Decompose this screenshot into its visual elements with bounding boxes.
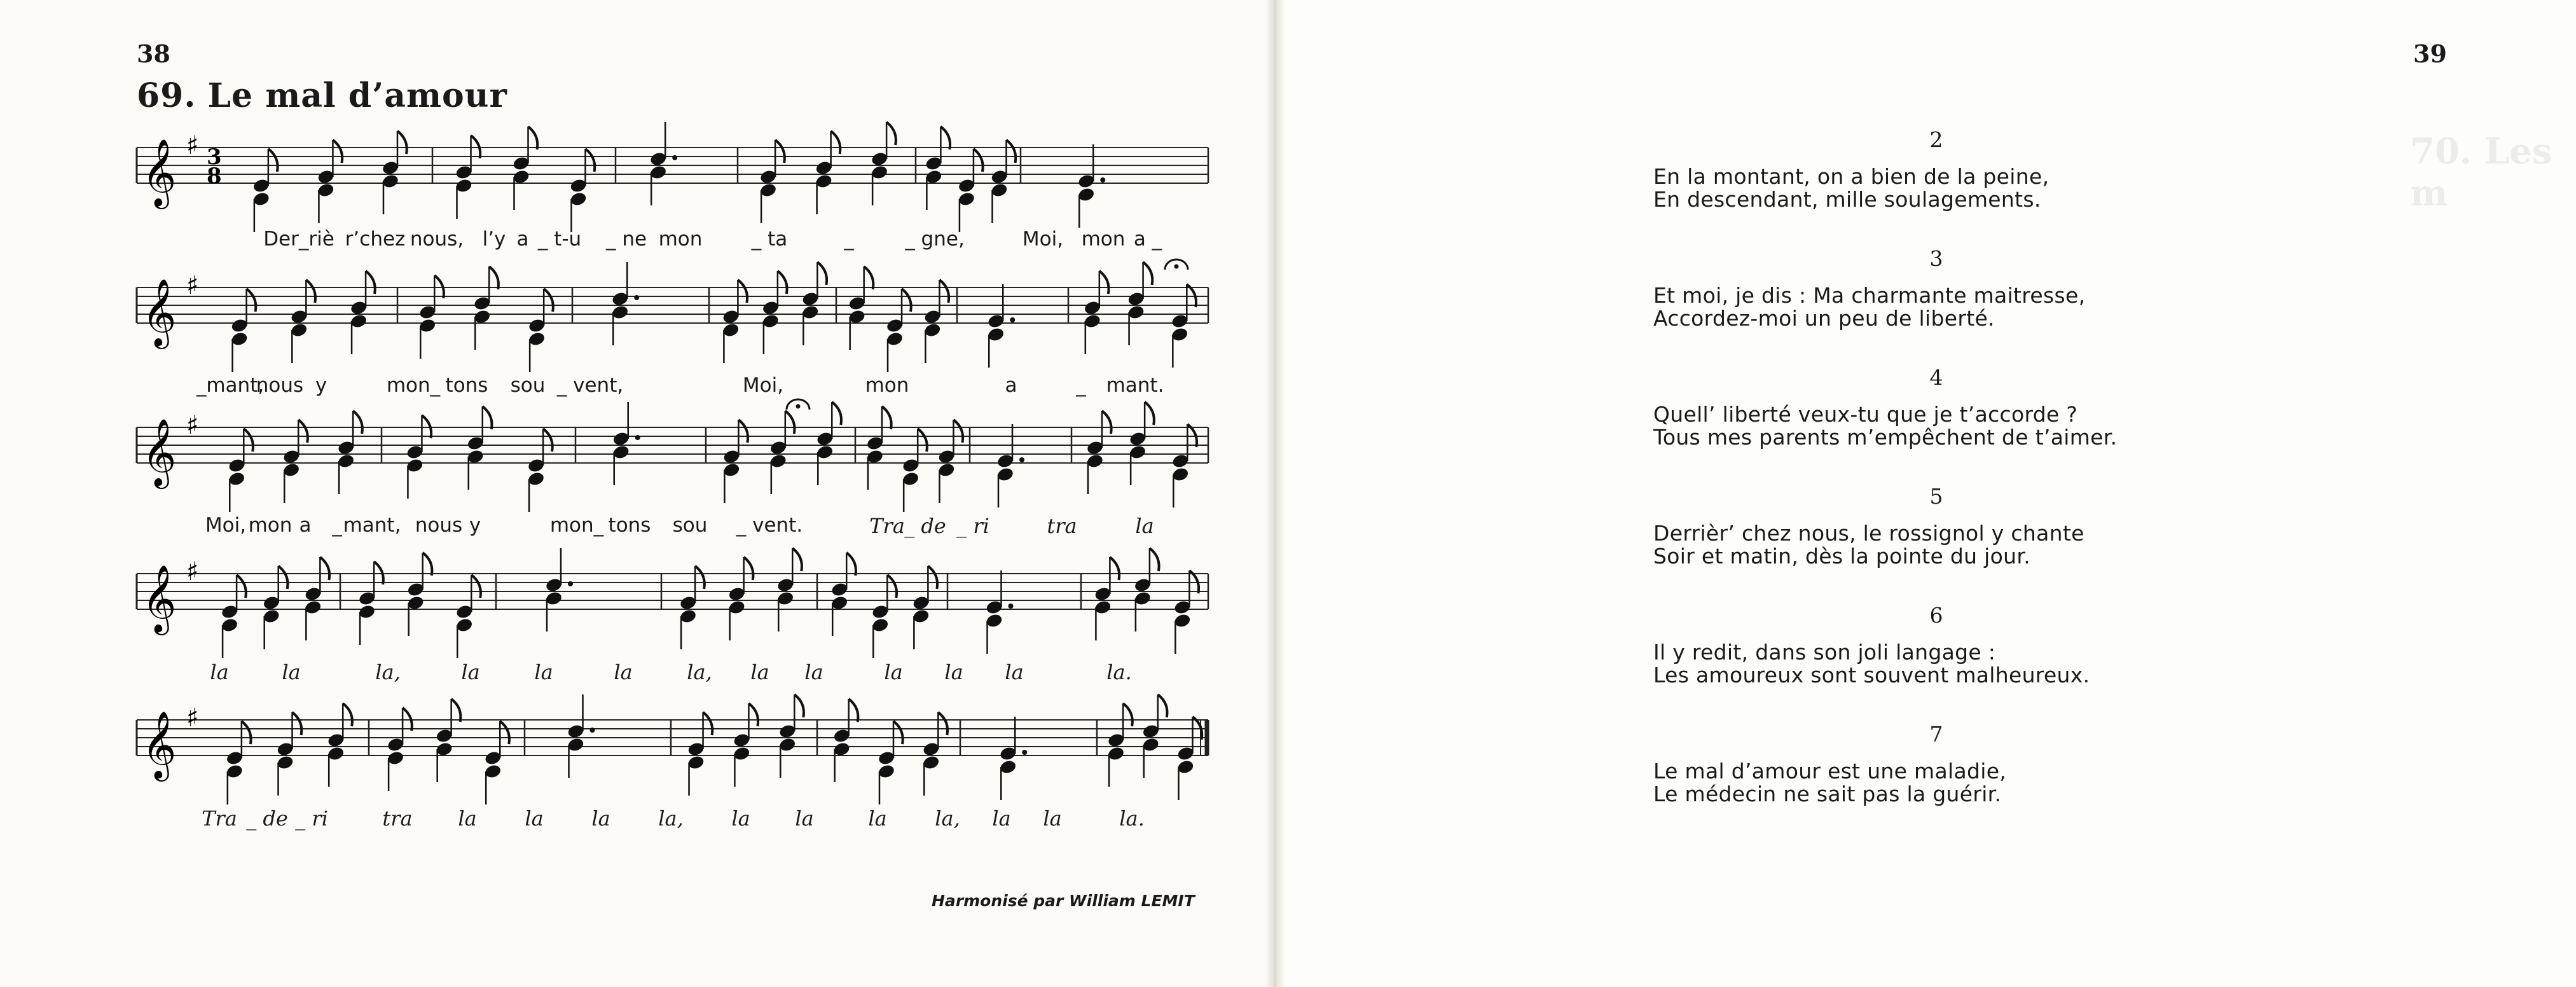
lyric-syllable: la (1005, 660, 1024, 684)
note-flag (489, 266, 499, 289)
lyric-syllable: mon_ (549, 514, 604, 537)
lyric-syllable: la (1043, 806, 1062, 831)
sharp-icon: ♯ (186, 703, 199, 733)
song-number: 69. (137, 76, 196, 115)
lyric-syllable: mant, (343, 514, 401, 537)
dot (1019, 457, 1024, 462)
note-flag (1102, 411, 1112, 434)
note-flag (1123, 703, 1133, 726)
verse-line: Derrièr’ chez nous, le rossignol y chante (1653, 521, 2084, 546)
lyric-syllable: _ vent, (556, 374, 624, 397)
note-flag (953, 420, 963, 443)
lyric-syllable: a _ (1133, 228, 1162, 251)
lyric-syllable: Moi, (742, 374, 784, 397)
note-flag (738, 420, 748, 443)
lyric-syllable: _ t-u (537, 228, 582, 251)
lyric-syllable: tra (1047, 514, 1077, 538)
lyric-syllable: _ (844, 228, 854, 251)
note-flag (306, 280, 315, 303)
lyric-syllable: a (1005, 374, 1017, 397)
page-number-right: 39 (2413, 39, 2447, 68)
verse-line: Le mal d’amour est une maladie, (1653, 759, 2007, 783)
note-flag (738, 280, 747, 303)
verse-number: 4 (1929, 365, 1943, 390)
lyric-syllable: la (210, 660, 229, 684)
note-flag (586, 149, 595, 172)
lyric-syllable: _ ri (956, 514, 989, 538)
verse-line: Les amoureux sont souvent malheureux. (1653, 663, 2090, 687)
lyric-syllable: _ ri (295, 806, 328, 831)
book-gutter (1265, 0, 1285, 987)
verse-line: Soir et matin, dès la pointe du jour. (1653, 544, 2030, 569)
lyric-syllable: Moi, (1022, 228, 1064, 251)
note-flag (423, 553, 432, 576)
sharp-icon: ♯ (186, 411, 199, 440)
left-page (0, 0, 1278, 987)
lyric-syllable: y (469, 514, 481, 537)
lyric-syllable: la (944, 660, 963, 684)
note-flag (268, 149, 278, 172)
lyric-syllable: _ vent. (736, 514, 803, 537)
note-flag (298, 420, 308, 443)
lyric-line (0, 228, 1278, 266)
note-flag (775, 140, 785, 163)
dot (1022, 750, 1027, 755)
verse-number: 6 (1929, 603, 1943, 628)
lyric-syllable: la. (1119, 806, 1145, 831)
dot (1100, 177, 1105, 183)
lyric-syllable: sou (510, 374, 546, 397)
lyric-syllable: Tra (202, 806, 237, 831)
note-flag (703, 712, 713, 735)
note-flag (397, 131, 407, 154)
note-flag (451, 699, 461, 722)
note-flag (785, 411, 795, 434)
note-flag (974, 149, 983, 172)
lyric-syllable: la (282, 660, 301, 684)
lyric-syllable: _ (332, 514, 342, 537)
lyric-syllable: la, (658, 806, 684, 831)
lyric-syllable: mon (865, 374, 909, 397)
lyric-syllable: tra (382, 806, 413, 831)
note-flag (902, 289, 911, 312)
lyric-syllable: mon (658, 228, 703, 251)
sharp-icon: ♯ (186, 271, 199, 300)
note-flag (247, 289, 256, 312)
note-flag (695, 566, 705, 589)
treble-clef-icon: 𝄞 (142, 710, 177, 778)
lyric-syllable: _mant, (196, 374, 265, 397)
lyric-syllable: la (461, 660, 480, 684)
lyric-syllable: la, (687, 660, 712, 684)
note-flag (886, 122, 896, 145)
note-flag (528, 127, 538, 149)
verse-line: Accordez-moi un peu de liberté. (1653, 306, 1995, 331)
note-flag (938, 712, 947, 735)
lyric-syllable: la (614, 660, 633, 684)
lyric-syllable: a (299, 514, 312, 537)
verse-number: 3 (1929, 246, 1943, 271)
sharp-icon: ♯ (186, 131, 199, 160)
lyric-syllable: la (525, 806, 544, 831)
note-flag (918, 429, 927, 452)
verse-line: En descendant, mille soulagements. (1653, 187, 2041, 212)
lyric-line (0, 660, 1278, 698)
note-flag (320, 557, 329, 580)
note-flag (237, 575, 246, 598)
note-flag (864, 266, 874, 289)
lyric-syllable: mant. (1106, 374, 1164, 397)
note-flag (744, 557, 754, 580)
note-flag (293, 712, 302, 735)
treble-clef-icon: 𝄞 (142, 418, 177, 486)
lyric-syllable: _ ne (605, 228, 647, 251)
lyric-syllable: _ (1076, 374, 1086, 397)
lyric-line (0, 514, 1278, 552)
note-flag (939, 280, 949, 303)
lyric-syllable: tons (608, 514, 651, 537)
note-flag (893, 721, 903, 744)
lyric-syllable: _ de (904, 514, 946, 538)
dot (634, 295, 639, 300)
note-flag (366, 271, 375, 294)
lyric-syllable: y (315, 374, 327, 397)
time-signature-bottom: 8 (207, 163, 222, 189)
song-title-text: Le mal d’amour (207, 76, 507, 115)
treble-clef-icon: 𝄞 (142, 564, 177, 632)
note-flag (244, 429, 253, 452)
note-flag (543, 429, 553, 452)
note-flag (849, 699, 858, 722)
note-flag (748, 703, 758, 726)
note-flag (940, 127, 950, 149)
dot (590, 728, 595, 733)
lyric-syllable: la (1135, 514, 1154, 538)
lyric-syllable: mon (248, 514, 293, 537)
note-flag (471, 575, 481, 598)
note-flag (242, 721, 251, 744)
lyric-syllable: la, (375, 660, 401, 684)
lyric-syllable: la (458, 806, 477, 831)
lyric-syllable: sou (672, 514, 708, 537)
note-flag (544, 289, 553, 312)
lyric-syllable: l’y (482, 228, 506, 251)
lyric-syllable: mon_ (386, 374, 441, 397)
lyric-syllable: Der_riè (263, 228, 334, 251)
note-flag (778, 271, 787, 294)
treble-clef-icon: 𝄞 (142, 138, 177, 206)
dot (672, 155, 677, 160)
lyric-syllable: la (795, 806, 814, 831)
dot (1010, 317, 1015, 322)
verse-line: Le médecin ne sait pas la guérir. (1653, 782, 2002, 806)
note-flag (500, 721, 509, 744)
lyric-syllable: mon (1081, 228, 1126, 251)
lyric-syllable: _ gne, (905, 228, 965, 251)
lyric-syllable: la (868, 806, 887, 831)
note-flag (333, 140, 342, 163)
harmonization-credit: Harmonisé par William LEMIT (932, 892, 1195, 910)
verse-line: En la montant, on a bien de la peine, (1653, 164, 2049, 189)
verse-line: Quell’ liberté veux-tu que je t’accorde ? (1653, 402, 2078, 427)
page-number-left: 38 (137, 39, 170, 68)
lyric-syllable: la (534, 660, 553, 684)
dot (1009, 604, 1014, 609)
lyric-syllable: r’chez (345, 228, 406, 251)
lyric-syllable: la (804, 660, 823, 684)
lyric-syllable: la (731, 806, 750, 831)
lyric-line (0, 374, 1278, 412)
lyric-syllable: la. (1106, 660, 1132, 684)
sharp-icon: ♯ (186, 557, 199, 586)
lyric-syllable: la (591, 806, 610, 831)
note-flag (1006, 140, 1016, 163)
lyric-syllable: la, (935, 806, 960, 831)
lyric-syllable: nous, (410, 228, 464, 251)
treble-clef-icon: 𝄞 (142, 278, 177, 346)
verse-line: Il y redit, dans son joli langage : (1653, 640, 1996, 665)
lyric-syllable: la (750, 660, 769, 684)
lyric-syllable: nous (415, 514, 463, 537)
verse-line: Tous mes parents m’empêchent de t’aimer. (1653, 425, 2118, 450)
note-flag (353, 411, 362, 434)
lyric-syllable: la (884, 660, 903, 684)
verse-number: 7 (1929, 722, 1943, 747)
lyric-syllable: Moi, (205, 514, 247, 537)
lyric-syllable: nous (256, 374, 304, 397)
note-flag (1099, 271, 1109, 294)
note-flag (928, 566, 937, 589)
time-signature-top: 3 (207, 144, 222, 170)
lyric-syllable: la (992, 806, 1011, 831)
bleed-through-text: 70. Les m (2410, 130, 2552, 214)
note-flag (279, 566, 288, 589)
verse-line: Et moi, je dis : Ma charmante maitresse, (1653, 283, 2086, 308)
note-flag (343, 703, 352, 726)
dot (568, 581, 573, 586)
note-flag (887, 575, 897, 598)
verse-number: 2 (1929, 127, 1943, 152)
note-flag (831, 131, 841, 154)
verse-number: 5 (1929, 484, 1943, 509)
lyric-syllable: a (516, 228, 529, 251)
lyric-syllable: tons (445, 374, 488, 397)
lyric-syllable: _ de (246, 806, 288, 831)
lyric-syllable: Tra (869, 514, 905, 538)
note-flag (846, 553, 856, 576)
note-flag (1110, 557, 1119, 580)
lyric-line (0, 806, 1278, 845)
lyric-syllable: _ ta (751, 228, 788, 251)
dot (635, 435, 640, 440)
